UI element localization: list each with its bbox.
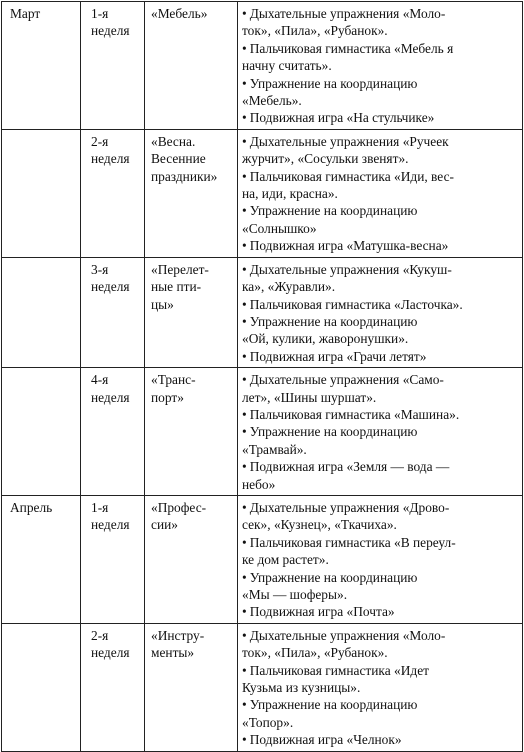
bullet-icon: • xyxy=(242,406,247,422)
activity-item xyxy=(242,569,518,604)
theme-cell: «Мебель» xyxy=(145,2,238,130)
bullet-icon: • xyxy=(242,627,247,643)
bullet-icon: • xyxy=(242,6,247,21)
activity-item xyxy=(242,603,518,620)
activity-text: Подвижная игра «Челнок» xyxy=(249,732,402,748)
bullet-icon: • xyxy=(242,133,247,149)
activity-text: Подвижная игра «Почта» xyxy=(249,604,395,620)
activity-text: Упражнение на координацию «Ой, кулики, жаворонушки». xyxy=(242,313,418,347)
activity-text: Пальчиковая гимнастика «Ласточка». xyxy=(249,296,463,312)
activity-item xyxy=(242,348,518,365)
table-row xyxy=(2,368,523,496)
bullet-icon: • xyxy=(242,424,247,440)
bullet-icon: • xyxy=(242,261,247,277)
activity-text: Упражнение на координацию «Мы — шоферы». xyxy=(242,569,418,602)
month-cell: Апрель xyxy=(2,495,81,623)
activity-item xyxy=(242,133,518,168)
activity-item xyxy=(242,627,518,662)
activities-cell xyxy=(238,495,523,623)
weekly-plan-table xyxy=(1,1,523,752)
activity-item xyxy=(242,109,518,126)
bullet-icon: • xyxy=(242,697,247,713)
table-row xyxy=(2,257,523,367)
bullet-icon: • xyxy=(242,499,247,515)
activity-item xyxy=(242,168,518,203)
month-cell xyxy=(2,623,81,751)
theme-cell: «Инстру- менты» xyxy=(145,623,238,751)
activity-item xyxy=(242,534,518,569)
activity-text: Дыхательные упражнения «Кукуш- ка», «Журавли». xyxy=(242,261,452,295)
activity-item xyxy=(242,313,518,348)
activity-text: Дыхательные упражнения «Дрово- сек», «Кузнец», «Ткачиха». xyxy=(242,499,450,533)
activity-item xyxy=(242,261,518,296)
activity-text: Упражнение на координацию «Трамвай». xyxy=(242,424,418,457)
activity-text: Упражнение на координацию «Топор». xyxy=(242,697,418,730)
week-cell: 4-я неделя xyxy=(81,368,145,496)
bullet-icon: • xyxy=(242,40,247,56)
activity-text: Пальчиковая гимнастика «Машина». xyxy=(249,406,460,422)
theme-cell: «Весна. Весенние праздники» xyxy=(145,129,238,257)
week-cell: 1-я неделя xyxy=(81,495,145,623)
activity-item xyxy=(242,406,518,423)
bullet-icon: • xyxy=(242,296,247,312)
activity-item xyxy=(242,75,518,110)
week-cell: 1-я неделя xyxy=(81,2,145,130)
bullet-icon: • xyxy=(242,372,247,388)
bullet-icon: • xyxy=(242,110,247,126)
activity-text: Дыхательные упражнения «Моло- ток», «Пила», «Рубанок». xyxy=(242,6,446,39)
activity-item xyxy=(242,696,518,731)
bullet-icon: • xyxy=(242,732,247,748)
table-row xyxy=(2,129,523,257)
bullet-icon: • xyxy=(242,168,247,184)
bullet-icon: • xyxy=(242,238,247,254)
activity-text: Подвижная игра «На стульчике» xyxy=(249,110,435,126)
bullet-icon: • xyxy=(242,569,247,585)
theme-cell: «Профес- сии» xyxy=(145,495,238,623)
activity-item xyxy=(242,423,518,458)
activity-item xyxy=(242,202,518,237)
activity-text: Дыхательные упражнения «Само- лет», «Шины шуршат». xyxy=(242,372,444,405)
activity-text: Упражнение на координацию «Мебель». xyxy=(242,75,418,109)
bullet-icon: • xyxy=(242,459,247,475)
activity-item xyxy=(242,237,518,254)
bullet-icon: • xyxy=(242,604,247,620)
activity-item xyxy=(242,296,518,313)
activity-item xyxy=(242,662,518,697)
activity-text: Подвижная игра «Матушка-весна» xyxy=(249,238,449,254)
activity-item xyxy=(242,499,518,534)
month-cell xyxy=(2,368,81,496)
activity-text: Дыхательные упражнения «Моло- ток», «Пила», «Рубанок». xyxy=(242,627,446,661)
activities-cell xyxy=(238,129,523,257)
week-cell: 3-я неделя xyxy=(81,257,145,367)
activity-text: Пальчиковая гимнастика «Идет Кузьма из кузницы». xyxy=(242,662,429,696)
activity-text: Пальчиковая гимнастика «Мебель я начну считать». xyxy=(242,40,454,74)
month-cell: Март xyxy=(2,2,81,130)
activities-cell xyxy=(238,623,523,751)
activity-item xyxy=(242,5,518,40)
activity-item xyxy=(242,731,518,748)
week-cell: 2-я неделя xyxy=(81,129,145,257)
bullet-icon: • xyxy=(242,313,247,329)
activity-item xyxy=(242,371,518,406)
activity-item xyxy=(242,458,518,493)
bullet-icon: • xyxy=(242,203,247,219)
activity-item xyxy=(242,40,518,75)
bullet-icon: • xyxy=(242,534,247,550)
activity-text: Пальчиковая гимнастика «В переул- ке дом растет». xyxy=(242,534,456,568)
bullet-icon: • xyxy=(242,348,247,364)
activity-text: Дыхательные упражнения «Ручеек журчит», «Сосульки звенят». xyxy=(242,133,449,167)
theme-cell: «Транс- порт» xyxy=(145,368,238,496)
table-row xyxy=(2,2,523,130)
activities-cell xyxy=(238,2,523,130)
week-cell: 2-я неделя xyxy=(81,623,145,751)
month-cell xyxy=(2,257,81,367)
theme-cell: «Перелет- ные пти- цы» xyxy=(145,257,238,367)
activities-cell xyxy=(238,368,523,496)
bullet-icon: • xyxy=(242,75,247,91)
table-row xyxy=(2,495,523,623)
table-row xyxy=(2,623,523,751)
month-cell xyxy=(2,129,81,257)
plan-table-body xyxy=(2,2,523,752)
activities-cell xyxy=(238,257,523,367)
activity-text: Подвижная игра «Земля — вода — небо» xyxy=(242,459,450,492)
activity-text: Пальчиковая гимнастика «Иди, вес- на, иди, красна». xyxy=(242,168,454,202)
activity-text: Упражнение на координацию «Солнышко» xyxy=(242,203,418,236)
bullet-icon: • xyxy=(242,662,247,678)
activity-text: Подвижная игра «Грачи летят» xyxy=(249,348,427,364)
